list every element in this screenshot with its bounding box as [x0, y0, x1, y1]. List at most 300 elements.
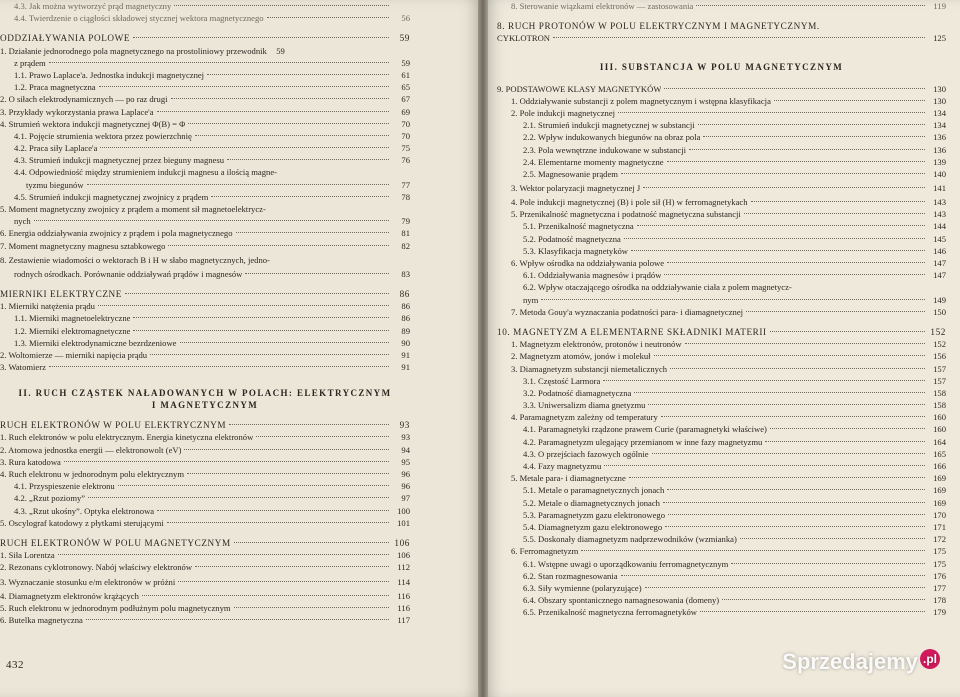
toc-entry — [0, 166, 410, 178]
toc-entry-page: 77 — [401, 179, 410, 190]
book-gutter — [478, 0, 488, 697]
toc-entry — [497, 423, 946, 435]
toc-entry-page: 67 — [401, 94, 410, 105]
toc-right — [497, 0, 946, 618]
toc-entry-page: 157 — [933, 363, 946, 374]
toc-entry — [0, 549, 410, 561]
toc-entry-page: 81 — [401, 228, 410, 239]
toc-entry-page: 119 — [933, 1, 946, 11]
toc-entry-title: 2.5. Magnesowanie prądem — [523, 168, 618, 179]
dot-leader — [34, 220, 389, 221]
dot-leader — [133, 37, 389, 38]
dot-leader — [654, 355, 925, 356]
dot-leader — [267, 17, 389, 18]
toc-entry-title: 6.3. Siły wymienne (polaryzujące) — [523, 582, 642, 593]
dot-leader — [180, 342, 389, 343]
toc-entry — [0, 288, 410, 300]
toc-entry-title: 4.4. Fazy magnetyzmu — [523, 461, 602, 471]
dot-leader — [229, 424, 389, 425]
toc-entry-title: 2. Magnetyzm atomów, jonów i molekuł — [511, 351, 651, 362]
toc-entry — [497, 338, 946, 350]
toc-entry — [0, 142, 410, 154]
toc-entry-title: 4. Diamagnetyzm elektronów krążących — [0, 590, 139, 601]
toc-entry-title: 2. Rezonans cyklotronowy. Nabój właściwy elektronów — [0, 562, 193, 573]
dot-leader — [637, 225, 925, 226]
watermark — [782, 649, 940, 675]
dot-leader — [664, 274, 925, 275]
toc-entry — [0, 57, 410, 69]
toc-entry-page: 149 — [933, 294, 946, 305]
toc-entry — [0, 325, 410, 337]
dot-leader — [667, 489, 925, 490]
dot-leader — [174, 5, 389, 6]
toc-entry — [0, 240, 410, 252]
part-title-ii — [0, 387, 410, 411]
toc-entry-title: 2. Woltomierze — mierniki napięcia prądu — [0, 349, 148, 360]
toc-entry — [497, 509, 946, 521]
toc-entry-title: 4.1. Przyspieszenie elektronu — [14, 481, 115, 492]
dot-leader — [765, 441, 925, 442]
toc-entry-page: 139 — [933, 156, 946, 167]
toc-entry-title: 1. Działanie jednorodnego pola magnetycznego na prostoliniowy przewodnik — [0, 45, 267, 56]
toc-entry-title: 3.3. Uniwersalizm diama gnetyzmu — [523, 400, 646, 411]
toc-entry-page: 134 — [933, 107, 946, 118]
toc-entry-page: 143 — [933, 209, 946, 220]
toc-entry-title: 4.1. Paramagnetyki rządzone prawem Curie (paramagnetyki właściwe) — [523, 424, 767, 435]
toc-entry — [497, 472, 946, 484]
dot-leader — [211, 196, 389, 197]
toc-entry — [0, 227, 410, 239]
toc-entry — [497, 460, 946, 472]
toc-entry-title: 4. Paramagnetyzm zależny od temperatury — [511, 412, 658, 423]
toc-entry-title: RUCH ELEKTRONÓW W POLU ELEKTRYCZNYM — [0, 420, 227, 431]
toc-entry-title: 6.1. Wstępne uwagi o uporządkowaniu ferromagnetycznym — [523, 558, 729, 569]
toc-entry-title: 5.3. Klasyfikacja magnetyków — [523, 245, 629, 256]
toc-entry-title: 6. Energia oddziaływania zwojnicy z prądem i pola magnetycznego — [0, 228, 233, 239]
dot-leader — [634, 392, 925, 393]
toc-entry-page: 169 — [933, 485, 946, 496]
dot-leader — [245, 273, 389, 274]
toc-entry-title: 8. Zestawienie wiadomości o wektorach B i H w słabo magnetycznych, jedno- — [0, 254, 270, 265]
toc-entry-title: 3. Diamagnetyzm substancji niemetalicznych — [511, 363, 668, 374]
toc-entry-title: 4. Ruch elektronu w jednorodnym polu elektrycznym — [0, 469, 185, 479]
toc-entry-page: 175 — [933, 558, 946, 569]
toc-entry — [0, 456, 410, 468]
toc-entry — [497, 582, 946, 594]
dot-leader — [643, 187, 925, 188]
toc-entry-page: 152 — [933, 339, 946, 350]
toc-entry — [0, 419, 410, 431]
toc-entry-page: 157 — [933, 375, 946, 386]
part-title-iii: III. SUBSTANCJA W POLU MAGNETYCZNYM — [599, 61, 844, 72]
toc-entry — [497, 220, 946, 232]
toc-entry-title: ODDZIAŁYWANIA POLOWE — [0, 33, 131, 44]
dot-leader — [195, 566, 389, 567]
toc-entry-title: 5.3. Paramagnetyzm gazu elektronowego — [523, 509, 665, 520]
toc-entry-page: 59 — [399, 33, 410, 44]
toc-entry — [0, 118, 410, 130]
toc-entry — [0, 45, 410, 57]
toc-entry — [0, 480, 410, 492]
toc-entry-title: 4.3. „Rzut ukośny”. Optyka elektronowa — [14, 505, 155, 516]
toc-entry — [0, 361, 410, 373]
toc-entry-page: 147 — [933, 258, 946, 268]
toc-entry-title: 3. Rura katodowa — [0, 456, 61, 467]
toc-entry-title: 6.4. Obszary spontanicznego namagnesowania (domeny) — [523, 595, 720, 606]
toc-entry-page: 59 — [401, 57, 410, 68]
toc-entry-page: 169 — [933, 473, 946, 484]
toc-entry-title: 2. O siłach elektrodynamicznych — po raz drugi — [0, 94, 168, 105]
dot-leader — [689, 149, 925, 150]
toc-entry — [497, 144, 946, 156]
dot-leader — [774, 100, 925, 101]
toc-entry-title: 1.3. Mierniki elektrodynamiczne bezrdzeniowe — [14, 337, 177, 348]
dot-leader — [740, 538, 925, 539]
toc-entry-title: 3. Przykłady wykorzystania prawa Laplace'a — [0, 106, 154, 117]
toc-entry-page: 166 — [933, 461, 946, 471]
toc-entry — [0, 12, 410, 24]
toc-entry-title: 5.5. Doskonały diamagnetyzm nadprzewodników (wzmianka) — [523, 534, 737, 545]
toc-entry — [497, 245, 946, 257]
dot-leader — [49, 366, 389, 367]
toc-entry — [0, 268, 410, 280]
toc-entry — [497, 156, 946, 168]
toc-entry — [0, 252, 410, 268]
toc-entry-page: 158 — [933, 400, 946, 411]
toc-section-a — [0, 0, 410, 373]
toc-entry — [497, 375, 946, 387]
toc-entry — [0, 492, 410, 504]
toc-entry-page: 95 — [401, 456, 410, 467]
dot-leader — [685, 343, 925, 344]
toc-entry-title: 4.1. Pojęcie strumienia wektora przez powierzchnię — [14, 130, 192, 141]
toc-entry-page: 70 — [401, 130, 410, 141]
toc-entry-title: 4.4. Odpowiedniość między strumieniem indukcji magnesu a ilością magne- — [14, 167, 278, 178]
toc-entry-title: 1.1. Prawo Laplace'a. Jednostka indukcji magnetycznej — [14, 69, 205, 80]
toc-entry — [0, 154, 410, 166]
toc-entry-page: 94 — [401, 444, 410, 455]
toc-entry-title: 2.2. Wpływ indukowanych biegunów na obraz pola — [523, 132, 701, 143]
toc-entry — [497, 326, 946, 338]
toc-entry-title: CYKLOTRON — [497, 33, 550, 44]
toc-entry — [497, 363, 946, 375]
toc-entry-page: 169 — [933, 497, 946, 508]
dot-leader — [670, 368, 925, 369]
dot-leader — [667, 262, 925, 263]
toc-entry-page: 158 — [933, 387, 946, 398]
toc-entry — [0, 505, 410, 517]
toc-entry-page: 86 — [401, 313, 410, 324]
toc-entry-title: 6. Butelka magnetyczna — [0, 614, 83, 625]
toc-entry-title: 1.2. Praca magnetyczna — [14, 82, 96, 93]
toc-entry-title: 4. Strumień wektora indukcji magnetycznej Φ(B) = Φ — [0, 118, 186, 129]
dot-leader — [150, 354, 389, 355]
toc-entry-page: 170 — [933, 509, 946, 520]
dot-leader — [142, 595, 389, 596]
dot-leader — [751, 201, 926, 202]
dot-leader — [604, 465, 925, 466]
toc-entry-title: 5. Oscylograf katodowy z płytkami sterującymi — [0, 517, 164, 528]
toc-entry — [0, 537, 410, 549]
toc-entry-page: 79 — [401, 216, 410, 227]
toc-entry-title: 6. Ferromagnetyzm — [511, 546, 579, 557]
toc-entry-page: 96 — [401, 481, 410, 492]
toc-entry-page: 143 — [933, 197, 946, 208]
dot-leader — [621, 173, 925, 174]
toc-entry — [497, 32, 946, 44]
toc-entry — [497, 95, 946, 107]
toc-entry-page: 145 — [933, 233, 946, 244]
watermark-text: Sprzedajemy — [782, 649, 918, 674]
toc-entry — [0, 203, 410, 215]
toc-entry-title: 2.3. Pola wewnętrzne indukowane w substancji — [523, 144, 687, 155]
dot-leader — [665, 526, 925, 527]
toc-entry-page: 59 — [276, 45, 285, 56]
toc-entry — [497, 387, 946, 399]
toc-entry — [497, 269, 946, 281]
dot-leader — [58, 554, 389, 555]
toc-entry-title: 10. MAGNETYZM A ELEMENTARNE SKŁADNIKI MATERII — [497, 326, 767, 337]
toc-entry — [497, 306, 946, 318]
toc-entry-title: 3. Wyznaczanie stosunku e/m elektronów w próżni — [0, 576, 176, 587]
toc-entry — [0, 191, 410, 203]
toc-section-c — [497, 0, 946, 45]
dot-leader — [87, 184, 389, 185]
dot-leader — [663, 502, 925, 503]
toc-entry-title: 8. RUCH PROTONÓW W POLU ELEKTRYCZNYM I MAGNETYCZNYM. — [497, 21, 820, 32]
toc-entry — [497, 119, 946, 131]
dot-leader — [125, 293, 389, 294]
toc-entry-title: 7. Metoda Gouy'a wyznaczania podatności para- i diamagnetycznej — [511, 306, 744, 317]
dot-leader — [234, 542, 389, 543]
dot-leader — [700, 611, 925, 612]
toc-entry-page: 160 — [933, 424, 946, 435]
toc-entry — [497, 399, 946, 411]
toc-entry-page: 130 — [933, 95, 946, 106]
toc-entry-title: 6.2. Wpływ otaczającego ośrodka na oddziaływanie ciała z polem magnetycz- — [523, 282, 792, 293]
dot-leader — [624, 238, 925, 239]
toc-entry — [497, 0, 946, 12]
toc-entry-page: 76 — [401, 155, 410, 166]
toc-entry-title: 5. Ruch elektronu w jednorodnym podłużnym polu magnetycznym — [0, 602, 231, 613]
dot-leader — [629, 477, 925, 478]
toc-entry — [0, 561, 410, 573]
dot-leader — [770, 428, 925, 429]
toc-entry — [0, 215, 410, 227]
toc-entry — [0, 468, 410, 480]
right-page — [483, 0, 960, 697]
toc-entry-page: 91 — [401, 349, 410, 360]
toc-entry — [0, 349, 410, 361]
toc-entry-page: 100 — [397, 505, 410, 516]
toc-entry-page: 175 — [933, 546, 946, 557]
dot-leader — [648, 404, 925, 405]
toc-entry — [0, 574, 410, 590]
toc-entry-page: 152 — [930, 326, 946, 337]
dot-leader — [99, 86, 389, 87]
toc-entry — [497, 233, 946, 245]
toc-entry-page: 89 — [401, 325, 410, 336]
toc-entry-page: 160 — [933, 412, 946, 423]
toc-entry — [497, 594, 946, 606]
toc-entry — [0, 0, 410, 12]
toc-entry-title: 1. Ruch elektronów w polu elektrycznym. Energia kinetyczna elektronów — [0, 432, 254, 443]
toc-entry — [497, 521, 946, 533]
toc-entry-page: 178 — [933, 595, 946, 606]
toc-entry-page: 69 — [401, 106, 410, 117]
toc-entry-title: 5.1. Przenikalność magnetyczna — [523, 221, 634, 232]
toc-entry-title: MIERNIKI ELEKTRYCZNE — [0, 288, 122, 299]
dot-leader — [234, 607, 389, 608]
dot-leader — [668, 514, 925, 515]
dot-leader — [703, 136, 925, 137]
dot-leader — [227, 159, 389, 160]
toc-entry — [497, 257, 946, 269]
dot-leader — [118, 485, 389, 486]
dot-leader — [184, 449, 389, 450]
toc-entry-page: 96 — [401, 469, 410, 479]
dot-leader — [698, 124, 925, 125]
toc-entry-page: 140 — [933, 168, 946, 179]
toc-entry — [497, 350, 946, 362]
dot-leader — [133, 317, 389, 318]
toc-entry — [497, 497, 946, 509]
toc-entry-title: 6. Wpływ ośrodka na oddziaływania polowe — [511, 258, 665, 268]
toc-entry-title: 2.4. Elementarne momenty magnetyczne — [523, 156, 664, 167]
toc-entry-page: 75 — [401, 143, 410, 154]
toc-entry — [497, 570, 946, 582]
toc-entry-page: 97 — [401, 493, 410, 504]
toc-entry-page: 86 — [401, 301, 410, 312]
toc-entry-title: 4.3. O przejściach fazowych ogólnie — [523, 448, 649, 459]
toc-entry-page: 156 — [933, 351, 946, 362]
dot-leader — [187, 473, 389, 474]
toc-entry-page: 116 — [397, 602, 410, 613]
toc-entry-page: 136 — [933, 132, 946, 143]
dot-leader — [157, 510, 389, 511]
dot-leader — [236, 232, 389, 233]
toc-entry-page: 93 — [401, 432, 410, 443]
toc-entry-page: 171 — [933, 521, 946, 532]
toc-entry-title: 1. Magnetyzm elektronów, protonów i neutronów — [511, 339, 682, 350]
dot-leader — [744, 213, 925, 214]
toc-entry-page: 106 — [397, 550, 410, 561]
toc-entry-title: 2.1. Strumień indukcji magnetycznej w substancji — [523, 120, 695, 131]
dot-leader — [603, 380, 925, 381]
toc-entry-page: 106 — [394, 537, 410, 548]
toc-entry — [497, 436, 946, 448]
dot-leader — [188, 123, 389, 124]
toc-entry-title: 8. Sterowanie wiązkami elektronów — zastosowania — [511, 1, 694, 11]
toc-entry-title: 5.1. Metale o paramagnetycznych jonach — [523, 485, 665, 496]
dot-leader — [133, 330, 389, 331]
toc-entry — [497, 83, 946, 95]
toc-entry-page: 61 — [401, 69, 410, 80]
toc-entry-title: 4.2. Paramagnetyzm ulegający przemianom w inne fazy magnetyzmu — [523, 436, 763, 447]
toc-entry-title: 6.1. Oddziaływania magnesów i prądów — [523, 270, 662, 281]
toc-entry-title: 3. Wektor polaryzacji magnetycznej J — [511, 183, 641, 194]
toc-entry-page: 90 — [401, 337, 410, 348]
toc-entry-title: nym — [523, 294, 539, 305]
dot-leader — [64, 461, 389, 462]
toc-entry-page: 116 — [397, 590, 410, 601]
dot-leader — [631, 250, 925, 251]
toc-entry-page: 56 — [401, 13, 410, 24]
toc-entry — [497, 533, 946, 545]
toc-entry — [497, 196, 946, 208]
toc-entry-title: 2. Pole indukcji magnetycznej — [511, 107, 616, 118]
toc-entry — [497, 411, 946, 423]
toc-entry-title: 3.2. Podatność diamagnetyczna — [523, 387, 632, 398]
toc-entry — [0, 590, 410, 602]
toc-entry-page: 141 — [933, 183, 946, 194]
toc-entry-title: 2. Atomowa jednostka energii — elektronowolt (eV) — [0, 444, 182, 455]
toc-entry — [0, 93, 410, 105]
dot-leader — [722, 599, 925, 600]
toc-entry-page: 150 — [933, 306, 946, 317]
toc-entry — [497, 107, 946, 119]
toc-entry-page: 144 — [933, 221, 946, 232]
toc-entry-title: 4.5. Strumień indukcji magnetycznej zwojnicy z prądem — [14, 191, 209, 202]
part-title-line-2: I MAGNETYCZNYM — [151, 400, 259, 411]
toc-entry — [497, 208, 946, 220]
toc-entry-page: 146 — [933, 245, 946, 256]
toc-entry — [497, 558, 946, 570]
toc-entry — [0, 179, 410, 191]
dot-leader — [167, 522, 389, 523]
toc-entry-page: 176 — [933, 570, 946, 581]
dot-leader — [621, 575, 925, 576]
dot-leader — [100, 147, 389, 148]
toc-entry-page: 70 — [401, 118, 410, 129]
toc-entry-title: 6.5. Przenikalność magnetyczna ferromagnetyków — [523, 607, 697, 618]
dot-leader — [661, 416, 925, 417]
toc-entry-page: 82 — [401, 240, 410, 251]
toc-entry-title: rodnych ośrodkach. Porównanie oddziaływań prądów i magnesów — [14, 268, 243, 279]
toc-entry-title: 1.2. Mierniki elektromagnetyczne — [14, 325, 131, 336]
dot-leader — [541, 299, 925, 300]
toc-entry-page: 65 — [401, 82, 410, 93]
dot-leader — [770, 331, 925, 332]
toc-entry — [0, 602, 410, 614]
dot-leader — [178, 581, 389, 582]
dot-leader — [256, 436, 389, 437]
toc-entry-title: 4.4. Twierdzenie o ciągłości składowej stycznej wektora magnetycznego — [14, 13, 264, 24]
toc-entry-page: 179 — [933, 607, 946, 618]
toc-entry-title: 5.4. Diamagnetyzm gazu elektronowego — [523, 521, 663, 532]
toc-entry-title: 4. Pole indukcji magnetycznej (B) i pole sił (H) w ferromagnetykach — [511, 197, 748, 208]
toc-entry — [497, 606, 946, 618]
toc-entry-page: 114 — [397, 576, 410, 587]
dot-leader — [49, 62, 389, 63]
dot-leader — [664, 88, 925, 89]
toc-entry — [497, 484, 946, 496]
dot-leader — [168, 245, 389, 246]
toc-entry-page: 117 — [397, 614, 410, 625]
toc-entry — [0, 300, 410, 312]
toc-entry-page: 78 — [401, 191, 410, 202]
dot-leader — [86, 619, 389, 620]
toc-entry-title: 5. Metale para- i diamagnetyczne — [511, 473, 626, 484]
toc-entry — [497, 448, 946, 460]
toc-entry-title: 6.2. Stan rozmagnesowania — [523, 570, 618, 581]
toc-entry — [497, 281, 946, 293]
toc-entry-page: 93 — [399, 420, 410, 431]
watermark-logo-icon: .pl — [920, 649, 940, 669]
part-title-line-1: II. RUCH CZĄSTEK NAŁADOWANYCH W POLACH: ELEKTRYCZNYM — [18, 388, 392, 399]
toc-entry — [497, 294, 946, 306]
toc-entry-page: 147 — [933, 270, 946, 281]
